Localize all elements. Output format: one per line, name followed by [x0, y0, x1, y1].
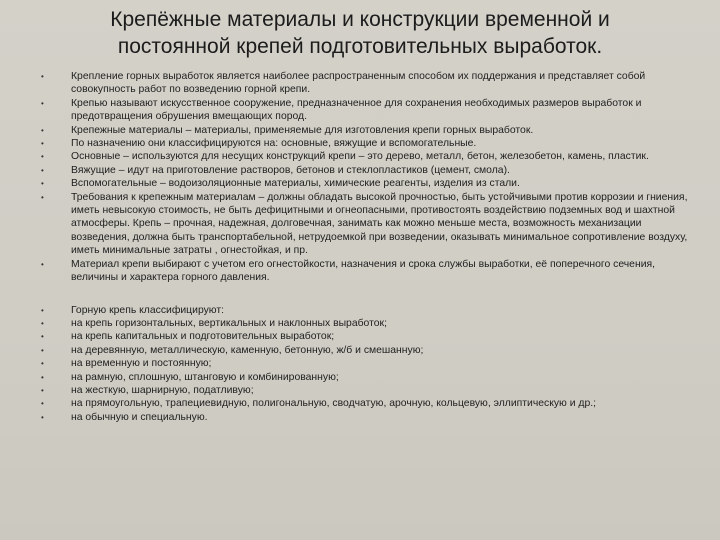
bullet-icon: •: [41, 359, 44, 369]
list-item: [38, 70, 690, 97]
list-item: [38, 137, 690, 150]
list-item: [38, 191, 690, 258]
bullet-list-definitions: [38, 70, 690, 285]
list-item: [38, 344, 690, 357]
bullet-icon: •: [41, 259, 44, 269]
bullet-icon: •: [41, 72, 44, 81]
list-item: [38, 177, 690, 190]
slide-title-line-2: постоянной крепей подготовительных выработок.: [117, 35, 603, 58]
bullet-icon: •: [41, 139, 44, 149]
bullet-icon: •: [41, 125, 44, 135]
list-item-text: По назначению они классифицируются на: основные, вяжущие и вспомогательные.: [71, 138, 477, 150]
bullet-icon: •: [41, 412, 44, 422]
list-item-text: Вяжущие – идут на приготовление растворов, бетонов и стеклопластиков (цемент, смола).: [71, 164, 510, 176]
list-item-text: на временную и постоянную;: [71, 358, 212, 370]
bullet-icon: •: [41, 179, 44, 189]
bullet-icon: •: [41, 305, 44, 315]
list-item: [38, 384, 690, 397]
bullet-icon: •: [41, 332, 44, 342]
list-item-text: на прямоугольную, трапециевидную, полигональную, сводчатую, арочную, кольцевую, эллиптическую и др.;: [71, 398, 597, 410]
list-item: [38, 304, 690, 317]
list-item-text: Крепью называют искусственное сооружение, предназначенное для сохранения необходимых размеров выработок и предотвращения обрушения вмещающих пород.: [71, 97, 642, 123]
list-item: [38, 164, 690, 177]
list-item-text: на крепь капитальных и подготовительных выработок;: [71, 331, 335, 343]
list-item-text: на рамную, сплошную, штанговую и комбинированную;: [71, 371, 339, 383]
list-spacer: [38, 285, 690, 304]
list-item: [38, 150, 690, 163]
bullet-list: [38, 70, 690, 424]
list-item: [38, 124, 690, 137]
list-item: [38, 258, 690, 285]
list-item-text: на обычную и специальную.: [71, 411, 208, 423]
list-item-text: Требования к крепежным материалам – должны обладать высокой прочностью, быть устойчивыми против коррозии и гниения, иметь невысокую стоимость, не быть дефицитными и огнеопасными, противостоять воздействию подземных вод и шахтной атмосферы. Крепь – прочная, надежная, долговечная, занимать как можно меньше места, возможность механизации возведения, должна быть транспортабельной, нетрудоемкой при возведении, оказывать минимальное сопротивление воздуху, иметь минимальные затраты , огнестойкая, и пр.: [71, 191, 688, 257]
slide-title: [40, 6, 680, 60]
list-item-text: на деревянную, металлическую, каменную, бетонную, ж/б и смешанную;: [71, 344, 424, 356]
list-item: [38, 357, 690, 370]
bullet-icon: •: [41, 98, 44, 108]
bullet-icon: •: [41, 152, 44, 162]
bullet-icon: •: [41, 345, 44, 355]
bullet-icon: •: [41, 372, 44, 382]
bullet-icon: •: [41, 399, 44, 409]
list-item-text: на жесткую, шарнирную, податливую;: [71, 384, 254, 396]
bullet-icon: •: [41, 385, 44, 395]
list-item: [38, 317, 690, 330]
slide-title-line-1: Крепёжные материалы и конструкции временной и: [110, 8, 610, 31]
list-item: [38, 97, 690, 124]
list-item-text: Крепежные материалы – материалы, применяемые для изготовления крепи горных выработок.: [71, 124, 534, 136]
bullet-list-classification: [38, 304, 690, 425]
bullet-icon: •: [41, 165, 44, 175]
list-item-text: Материал крепи выбирают с учетом его огнестойкости, назначения и срока службы выработки, её поперечного сечения, величины и характера горного давления.: [71, 258, 656, 284]
list-item: [38, 397, 690, 410]
list-item: [38, 330, 690, 343]
list-item-text: Горную крепь классифицируют:: [71, 304, 225, 316]
list-item: [38, 371, 690, 384]
bullet-icon: •: [41, 192, 44, 202]
list-item-text: Крепление горных выработок является наиболее распространенным способом их поддержания и представляет собой совокупность работ по возведению горной крепи.: [71, 71, 646, 96]
list-item: [38, 411, 690, 424]
list-item-text: на крепь горизонтальных, вертикальных и наклонных выработок;: [71, 317, 387, 329]
bullet-icon: •: [41, 318, 44, 328]
list-item-text: Вспомогательные – водоизоляционные материалы, химические реагенты, изделия из стали.: [71, 178, 520, 190]
list-item-text: Основные – используются для несущих конструкций крепи – это дерево, металл, бетон, железобетон, камень, пластик.: [71, 151, 649, 163]
